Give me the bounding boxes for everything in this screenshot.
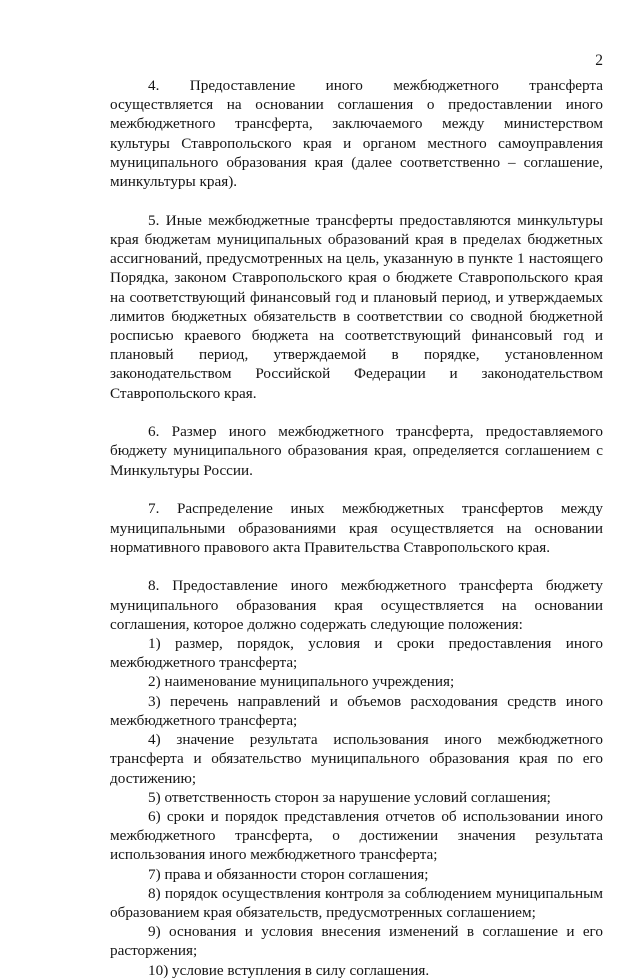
list-item: 10) условие вступления в силу соглашения. (148, 961, 430, 979)
agreement-provisions-list (110, 634, 603, 980)
list-item: 8) порядок осуществления контроля за соблюдением муниципальным образованием края обязательств, предусмотренных соглашением; (110, 884, 603, 921)
list-item: 6) сроки и порядок представления отчетов об использовании иного межбюджетного трансферта, о достижении значения результата использования иного межбюджетного трансферта; (110, 807, 603, 864)
document-body (110, 76, 603, 980)
page-number: 2 (595, 52, 603, 69)
list-item: 5) ответственность сторон за нарушение условий соглашения; (148, 788, 551, 806)
list-item: 3) перечень направлений и объемов расходования средств иного межбюджетного трансферта; (110, 692, 603, 729)
paragraph-8: 8. Предоставление иного межбюджетного трансферта бюджету муниципального образования края осуществляется на основании соглашения, которое должно содержать следующие положения: (110, 577, 603, 633)
paragraph-6: 6. Размер иного межбюджетного трансферта, предоставляемого бюджету муниципального образования края, определяется соглашением с Минкультуры России. (110, 423, 603, 479)
list-item: 9) основания и условия внесения изменений в соглашение и его расторжения; (110, 923, 603, 960)
paragraph-4: 4. Предоставление иного межбюджетного трансферта осуществляется на основании соглашения о предоставлении иного межбюджетного трансферта, заключаемого между министерством культуры Ставропольского края и органом местного самоуправления муниципального образования края (далее соответственно – соглашение, минкультуры края). (110, 77, 603, 191)
list-item: 7) права и обязанности сторон соглашения; (148, 865, 429, 883)
list-item: 4) значение результата использования иного межбюджетного трансферта и обязательство муниципального образования края по его достижению; (110, 731, 603, 787)
paragraph-5: 5. Иные межбюджетные трансферты предоставляются минкультуры края бюджетам муниципальных образований края в пределах бюджетных ассигнований, предусмотренных на цель, указанную в пункте 1 настоящего Порядка, законом Ставропольского края о бюджете Ставропольского края на соответствующий финансовый год и плановый период, и утверждаемых лимитов бюджетных обязательств в соответствии со сводной бюджетной росписью краевого бюджета на соответствующий финансовый год и плановый период, утверждаемой в порядке, установленном законодательством Российской Федерации и законодательством Ставропольского края. (110, 211, 603, 402)
paragraph-7: 7. Распределение иных межбюджетных трансфертов между муниципальными образованиями края осуществляется на основании нормативного правового акта Правительства Ставропольского края. (110, 500, 603, 556)
list-item: 2) наименование муниципального учреждения; (148, 673, 455, 691)
list-item: 1) размер, порядок, условия и сроки предоставления иного межбюджетного трансферта; (110, 635, 603, 672)
